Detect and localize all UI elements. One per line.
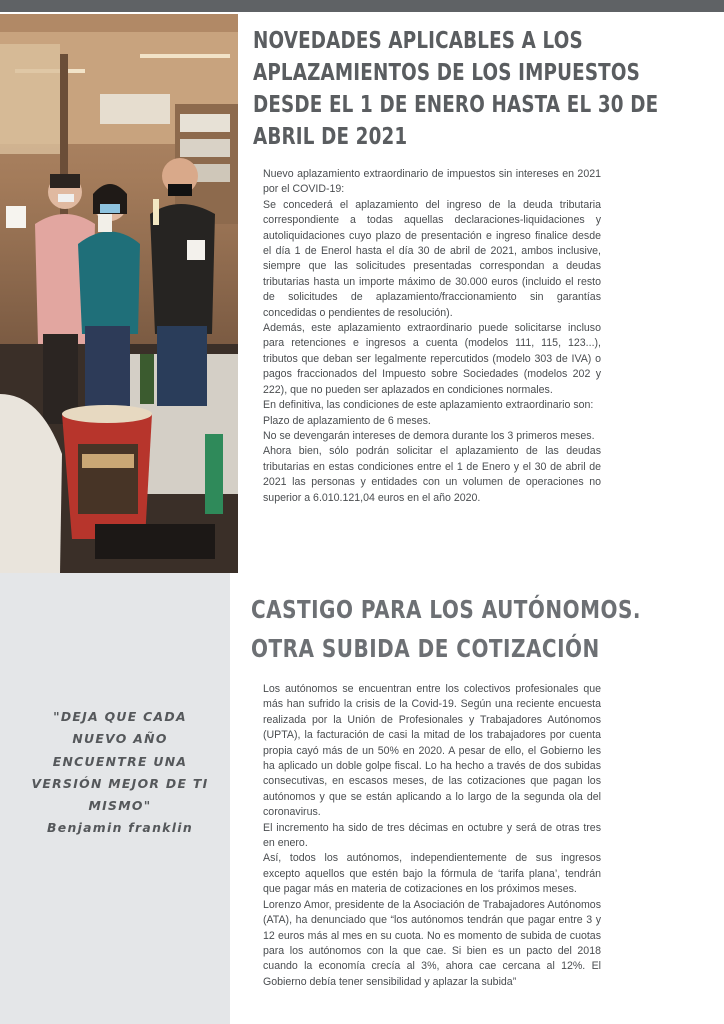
- paragraph: Plazo de aplazamiento de 6 meses.: [263, 414, 431, 427]
- office-photo: [0, 14, 238, 573]
- paragraph: Además, este aplazamiento extraordinario puede solicitarse incluso para retenciones e ingresos a cuenta (modelos 111, 115, 123...), tributos que deban ser legalmente repercutidos (modelo 303 de IVA) o pagos fraccionados del Impuesto sobre Sociedades (modelos 202 y 222), que no pueden ser aplazados en condiciones normales.: [263, 322, 601, 396]
- quote-line: MISMO": [88, 798, 152, 814]
- quote-line: "DEJA QUE CADA: [53, 709, 187, 724]
- quote-author: Benjamin franklin: [47, 820, 193, 836]
- header-bar: [0, 0, 724, 12]
- section1-title: NOVEDADES APLICABLES A LOS APLAZAMIENTOS DE LOS IMPUESTOS DESDE EL 1 DE ENERO HASTA EL 30 DE ABRIL DE 2021: [253, 26, 659, 150]
- section1-body: [263, 167, 601, 506]
- quote-block: [24, 706, 216, 840]
- quote-line: NUEVO AÑO: [72, 731, 168, 747]
- paragraph: En definitiva, las condiciones de este aplazamiento extraordinario son:: [263, 399, 594, 412]
- paragraph: Ahora bien, sólo podrán solicitar el aplazamiento de las deudas tributarias en estas condiciones entre el 1 de Enero y el 30 de abril de 2021 las personas y entidades con un volumen de operaciones no superior a 6.010.121,04 euros en el año 2020.: [263, 445, 601, 504]
- quote-line: VERSIÓN MEJOR DE TI: [31, 775, 209, 791]
- paragraph: El incremento ha sido de tres décimas en octubre y será de otras tres en enero.: [263, 821, 601, 850]
- quote-line: ENCUENTRE UNA: [52, 753, 188, 769]
- paragraph: No se devengarán intereses de demora durante los 3 primeros meses.: [263, 429, 595, 442]
- paragraph: Se concederá el aplazamiento del ingreso de la deuda tributaria correspondiente a todas aquellas declaraciones-liquidaciones y autoliquidaciones cuyo plazo de presentación e ingreso finalice desde el día 1 de Enerol hasta el día 30 de abril de 2021, ambos inclusive, siempre que las solicitudes presentadas correspondan a deudas tributarias hasta un importe máximo de 30.000 euros (incluido el resto de solicitudes de aplazamiento/fraccionamiento sin garantías concedidas o pendientes de resolución).: [263, 198, 601, 319]
- paragraph: Los autónomos se encuentran entre los colectivos profesionales que más han sufrido la crisis de la Covid-19. Según una reciente encuesta realizada por la Unión de Profesionales y Trabajadores Autónomos (UPTA), la facturación de casi la mitad de los trabajadores por cuenta propia cayó más de un 50% en 2020. A pesar de ello, el Gobierno les ha aplicado un doble golpe fiscal. Lo ha hecho a través de dos subidas consecutivas, en escasos meses, de las cotizaciones que pagan los autónomos y que se están aplicando a lo largo de la segunda ola del coronavirus.: [263, 683, 601, 819]
- section2-body: [263, 682, 601, 990]
- paragraph: Lorenzo Amor, presidente de la Asociación de Trabajadores Autónomos (ATA), ha denunciado que “los autónomos tendrán que pagar entre 3 y 12 euros más al mes en su cuota. No es momento de subida de cuotas para los autónomos con la que cae. Si bien es un pacto del 2018 cuando la economía crecía al 3%, ahora cae cercana al 12%. El Gobierno debía tener sensibilidad y aplazar la subida”: [263, 898, 601, 988]
- section2-title-line2: OTRA SUBIDA DE COTIZACIÓN: [251, 634, 600, 663]
- section2-title-line1: CASTIGO PARA LOS AUTÓNOMOS.: [251, 595, 641, 624]
- section2-title: [251, 590, 724, 668]
- paragraph: Nuevo aplazamiento extraordinario de impuestos sin intereses en 2021 por el COVID-19:: [263, 168, 601, 196]
- paragraph: Así, todos los autónomos, independientemente de sus ingresos excepto aquellos que estén bajo la fórmula de ‘tarifa plana’, tendrán que pagar más en materia de cotizaciones en los próximos meses.: [263, 852, 601, 896]
